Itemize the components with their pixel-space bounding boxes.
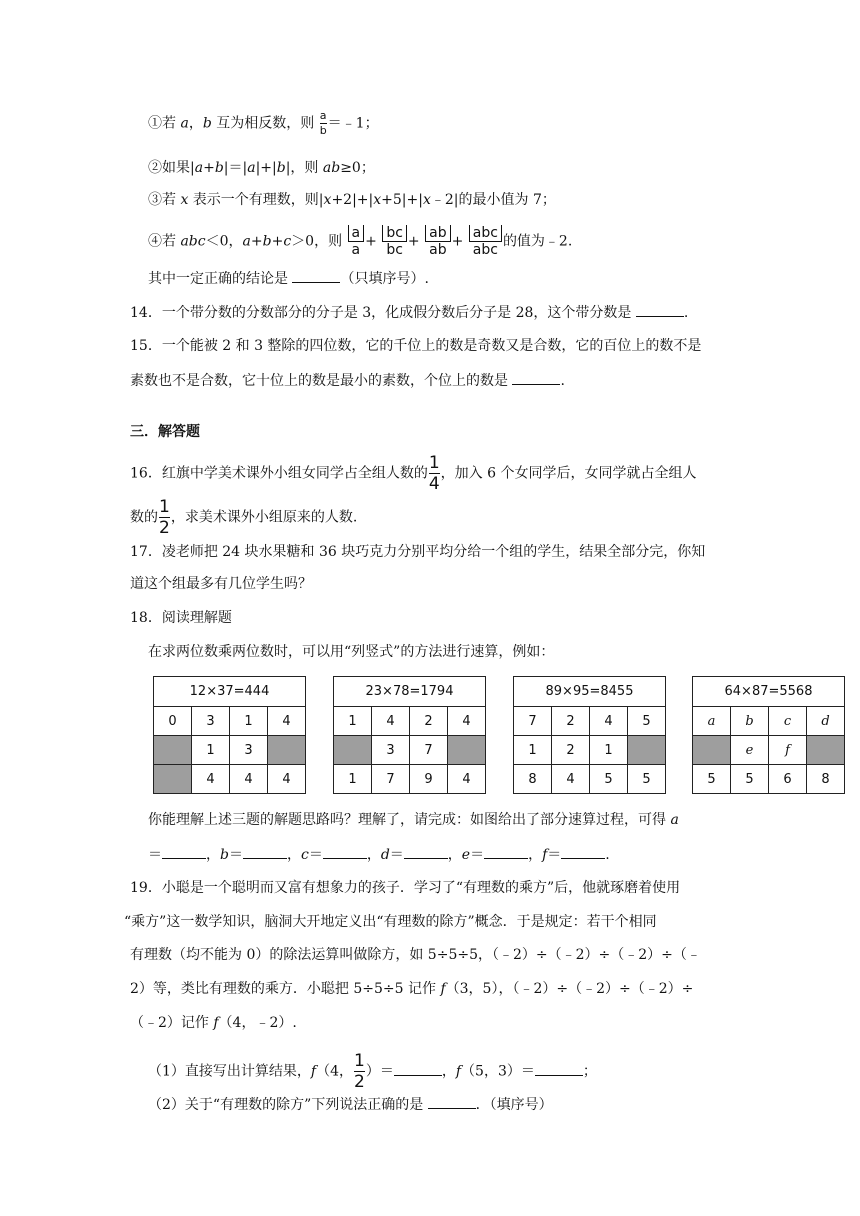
shaded-cell [448,736,486,765]
table-cell: 7 [372,765,410,794]
fraction-abs-abc-over-abc: $\frac{\text{abc}}{\text{abc}}$ [469,226,502,257]
question-17-line-2: 道这个组最多有几位学生吗？ [130,576,312,592]
table-cell: d [807,707,845,736]
table-cell: c [769,707,807,736]
table-cell: 1 [334,765,372,794]
question-19-line-2: “乘方”这一数学知识，脑洞大开地定义出“有理数的除方”概念．于是规定：若干个相同 [124,914,657,930]
table-cell: 1 [230,707,268,736]
table-cell: 6 [769,765,807,794]
table-header: 64×87=5568 [693,677,845,707]
answer-blank[interactable] [394,1061,442,1076]
answer-blank-d[interactable] [404,844,448,859]
answer-blank[interactable] [636,302,684,317]
fraction-abs-bc-over-bc: $\frac{bc}{bc}$ [382,226,407,257]
speed-calc-table-2 [333,676,486,794]
table-cell: 1 [514,736,552,765]
table-cell: b [731,707,769,736]
question-19-line-3: 有理数（均不能为 0）的除法运算叫做除方，如 5÷5÷5，（﹣2）÷（﹣2）÷（﹣2）÷（﹣ [130,947,701,963]
shaded-cell [154,765,192,794]
table-header: 89×95=8455 [514,677,666,707]
table-cell: f [769,736,807,765]
question-16-line-2: 数的 $\frac{1}{2}$ ，求美术课外小组原来的人数. [130,497,358,538]
q13-statement-4: ④若 abc＜0，a+b+c＞0，则 $\frac{a}{a}$ + $\frac{bc}{bc}$ + $\frac{ab}{ab}$ + $\frac{\text{abc}}{\text{abc}}$ 的值为﹣2. [148,225,573,258]
table-cell: 0 [154,707,192,736]
table-cell: 7 [410,736,448,765]
q13-statement-1: ①若 a，b 互为相反数，则 $\frac{a}{b}$ ＝﹣1； [148,109,379,137]
table-cell: 4 [268,707,306,736]
speed-calc-table-1 [153,676,306,794]
section-title: 三．解答题 [130,424,200,440]
table-cell: 1 [590,736,628,765]
table-cell: 9 [410,765,448,794]
answer-blank-f[interactable] [561,844,605,859]
q13-conclusion: 其中一定正确的结论是 （只填序号）. [148,268,429,289]
table-header: 23×78=1794 [334,677,486,707]
answer-blank[interactable] [428,1094,476,1109]
table-cell: 4 [448,765,486,794]
table-cell: 4 [230,765,268,794]
question-18-title: 18．阅读理解题 [130,610,232,626]
answer-blank-a[interactable] [162,844,206,859]
answer-blank-e[interactable] [484,844,528,859]
table-cell: 1 [334,707,372,736]
table-cell: 1 [192,736,230,765]
table-cell: 5 [628,765,666,794]
table-cell: 4 [590,707,628,736]
question-15-line-1: 15．一个能被 2 和 3 整除的四位数，它的千位上的数是奇数又是合数，它的百位上的数不是 [130,338,702,354]
table-cell: 2 [552,707,590,736]
fraction-one-quarter: $\frac{1}{4}$ [428,453,440,494]
question-19-line-1: 19．小聪是一个聪明而又富有想象力的孩子．学习了“有理数的乘方”后，他就琢磨着使用 [130,880,681,896]
question-19-part-1: （1）直接写出计算结果，f（4， $\frac{1}{2}$ ）＝ ，f（5，3）＝ ； [148,1051,597,1092]
shaded-cell [693,736,731,765]
table-cell: 4 [372,707,410,736]
fraction-one-half: $\frac{1}{2}$ [354,1051,365,1092]
answer-blank[interactable] [292,268,340,283]
q13-statement-2: ②如果|a+b|＝|a|+|b|，则 ab≥0； [148,160,375,176]
shaded-cell [154,736,192,765]
table-cell: 4 [192,765,230,794]
table-cell: 5 [590,765,628,794]
answer-blank-c[interactable] [323,844,367,859]
table-cell: 2 [410,707,448,736]
table-header: 12×37=444 [154,677,306,707]
answer-blank[interactable] [512,370,560,385]
answer-blank[interactable] [535,1061,583,1076]
table-cell: 8 [514,765,552,794]
table-cell: 2 [552,736,590,765]
question-18-answers: ＝ ，b＝ ，c＝ ，d＝ ，e＝ ，f＝ . [148,844,610,865]
table-cell: 3 [372,736,410,765]
answer-blank-b[interactable] [243,844,287,859]
question-15-line-2: 素数也不是合数，它十位上的数是最小的素数，个位上的数是 . [130,370,565,391]
table-cell: a [693,707,731,736]
speed-calc-table-4 [692,676,845,794]
fraction-a-over-b: $\frac{a}{b}$ [319,109,327,137]
shaded-cell [334,736,372,765]
speed-calc-table-3 [513,676,666,794]
q13-statement-3: ③若 x 表示一个有理数，则|x+2|+|x+5|+|x﹣2|的最小值为 7； [148,192,556,208]
table-cell: 5 [731,765,769,794]
table-cell: 5 [628,707,666,736]
fraction-abs-a-over-a: $\frac{a}{a}$ [348,226,365,257]
table-cell: 3 [230,736,268,765]
question-19-line-4: 2）等，类比有理数的乘方．小聪把 5÷5÷5 记作 f（3，5），（﹣2）÷（﹣2）÷（﹣2）÷ [130,981,694,997]
table-cell: 5 [693,765,731,794]
table-cell: 4 [268,765,306,794]
table-cell: 7 [514,707,552,736]
shaded-cell [268,736,306,765]
question-16-line-1: 16．红旗中学美术课外小组女同学占全组人数的 $\frac{1}{4}$ ，加入 6 个女同学后，女同学就占全组人 [130,453,697,494]
shaded-cell [628,736,666,765]
question-18-intro: 在求两位数乘两位数时，可以用“列竖式”的方法进行速算，例如： [148,644,555,660]
table-cell: 8 [807,765,845,794]
question-19-line-5: （﹣2）记作 f（4，﹣2）. [130,1015,297,1031]
table-cell: 3 [192,707,230,736]
table-cell: e [731,736,769,765]
shaded-cell [807,736,845,765]
question-14: 14．一个带分数的分数部分的分子是 3，化成假分数后分子是 28，这个带分数是 . [130,302,688,323]
question-18-prompt: 你能理解上述三题的解题思路吗？理解了，请完成：如图给出了部分速算过程，可得 a [148,812,679,828]
table-cell: 4 [448,707,486,736]
question-19-part-2: （2）关于“有理数的除方”下列说法正确的是 ．（填序号） [148,1094,553,1115]
fraction-one-half: $\frac{1}{2}$ [159,497,170,538]
fraction-abs-ab-over-ab: $\frac{ab}{ab}$ [425,226,450,257]
question-17-line-1: 17．凌老师把 24 块水果糖和 36 块巧克力分别平均分给一个组的学生，结果全部分完，你知 [130,544,706,560]
table-cell: 4 [552,765,590,794]
